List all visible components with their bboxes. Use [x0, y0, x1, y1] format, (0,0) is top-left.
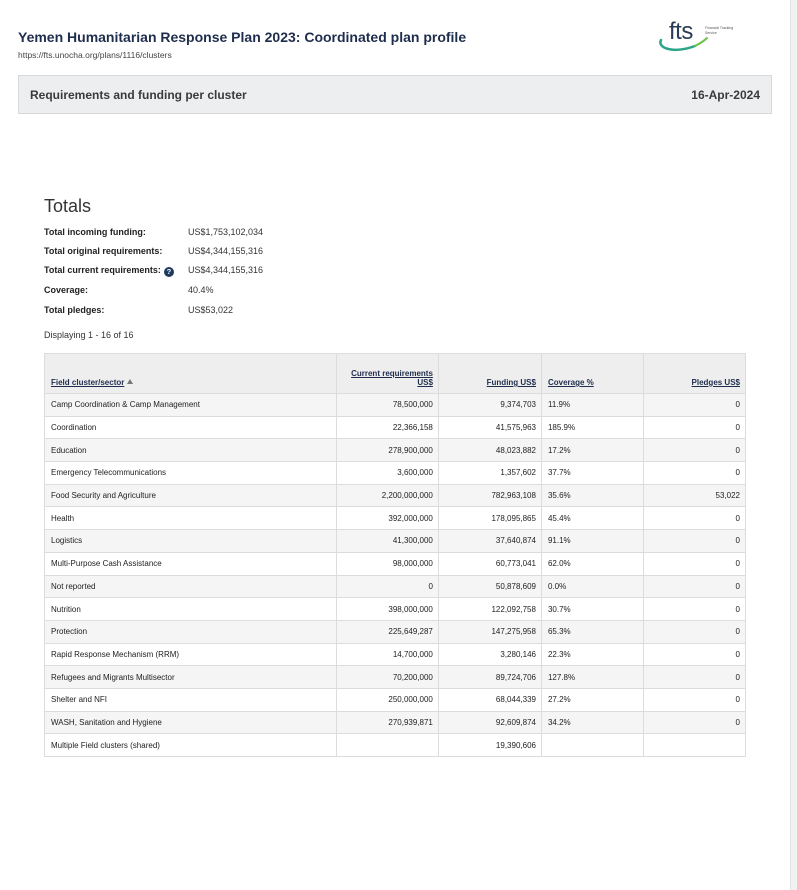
cluster-cell: WASH, Sanitation and Hygiene — [45, 711, 337, 734]
sort-ascending-icon — [127, 379, 133, 384]
coverage-cell: 45.4% — [541, 507, 643, 530]
funding-cell: 41,575,963 — [438, 416, 541, 439]
funding-cell: 19,390,606 — [438, 734, 541, 757]
pledges-cell — [643, 734, 745, 757]
coverage-cell: 62.0% — [541, 552, 643, 575]
total-value: US$53,022 — [188, 305, 234, 315]
pledges-cell: 0 — [643, 711, 745, 734]
pledges-cell: 0 — [643, 666, 745, 689]
total-label: Total pledges: — [44, 305, 105, 315]
requirements-cell: 3,600,000 — [336, 462, 438, 485]
requirements-header-line2: US$ — [417, 378, 433, 387]
coverage-cell: 37.7% — [541, 462, 643, 485]
cluster-cell: Emergency Telecommunications — [45, 462, 337, 485]
column-header-funding — [438, 354, 541, 394]
requirements-cell: 98,000,000 — [336, 552, 438, 575]
table-row — [45, 666, 746, 689]
table-row — [45, 711, 746, 734]
requirements-cell: 70,200,000 — [336, 666, 438, 689]
funding-cell: 782,963,108 — [438, 484, 541, 507]
funding-cell: 60,773,041 — [438, 552, 541, 575]
cluster-cell: Multiple Field clusters (shared) — [45, 734, 337, 757]
sort-coverage-link[interactable]: Coverage % — [547, 378, 594, 387]
column-header-cluster — [45, 354, 337, 394]
coverage-cell: 11.9% — [541, 394, 643, 417]
requirements-cell — [336, 734, 438, 757]
total-label: Total incoming funding: — [44, 227, 146, 237]
table-row — [45, 688, 746, 711]
total-value: 40.4% — [188, 285, 214, 295]
pledges-cell: 0 — [643, 507, 745, 530]
sort-funding-link[interactable]: Funding US$ — [486, 378, 536, 387]
logo-subtext: Financial Tracking Service — [705, 26, 734, 35]
sort-requirements-link[interactable] — [351, 369, 433, 387]
requirements-cell: 41,300,000 — [336, 530, 438, 553]
pledges-cell: 0 — [643, 416, 745, 439]
coverage-cell: 35.6% — [541, 484, 643, 507]
pledges-cell: 0 — [643, 462, 745, 485]
requirements-cell: 78,500,000 — [336, 394, 438, 417]
coverage-cell: 91.1% — [541, 530, 643, 553]
scrollbar-track[interactable] — [790, 0, 797, 890]
fts-logo — [655, 16, 745, 56]
funding-cell: 50,878,609 — [438, 575, 541, 598]
cluster-cell: Food Security and Agriculture — [45, 484, 337, 507]
pledges-cell: 0 — [643, 552, 745, 575]
funding-cell: 37,640,874 — [438, 530, 541, 553]
table-row — [45, 575, 746, 598]
funding-cell: 122,092,758 — [438, 598, 541, 621]
funding-cell: 9,374,703 — [438, 394, 541, 417]
table-row — [45, 416, 746, 439]
requirements-cell: 225,649,287 — [336, 620, 438, 643]
table-row — [45, 530, 746, 553]
pledges-cell: 0 — [643, 439, 745, 462]
requirements-cell: 14,700,000 — [336, 643, 438, 666]
banner-title: Requirements and funding per cluster — [30, 88, 247, 102]
coverage-cell: 27.2% — [541, 688, 643, 711]
cluster-cell: Not reported — [45, 575, 337, 598]
banner-date: 16-Apr-2024 — [691, 88, 760, 102]
table-row — [45, 394, 746, 417]
requirements-cell: 0 — [336, 575, 438, 598]
requirements-cell: 250,000,000 — [336, 688, 438, 711]
table-row — [45, 552, 746, 575]
page-url: https://fts.unocha.org/plans/1116/clusters — [18, 50, 172, 60]
total-label — [44, 265, 174, 277]
pledges-cell: 0 — [643, 620, 745, 643]
total-label-text: Total current requirements: — [44, 265, 161, 275]
total-value: US$4,344,155,316 — [188, 265, 264, 275]
requirements-cell: 22,366,158 — [336, 416, 438, 439]
requirements-cell: 392,000,000 — [336, 507, 438, 530]
section-banner — [18, 75, 772, 114]
table-row — [45, 439, 746, 462]
table-body — [45, 394, 746, 757]
table-row — [45, 620, 746, 643]
coverage-cell: 65.3% — [541, 620, 643, 643]
table-row — [45, 462, 746, 485]
funding-cell: 147,275,958 — [438, 620, 541, 643]
coverage-cell — [541, 734, 643, 757]
column-header-coverage — [541, 354, 643, 394]
total-label: Coverage: — [44, 285, 89, 295]
clusters-table — [44, 353, 746, 757]
coverage-cell: 0.0% — [541, 575, 643, 598]
table-row — [45, 734, 746, 757]
total-label: Total original requirements: — [44, 246, 163, 256]
help-icon[interactable]: ? — [164, 267, 174, 277]
sort-cluster-link[interactable]: Field cluster/sector — [51, 378, 125, 387]
funding-cell: 92,609,874 — [438, 711, 541, 734]
cluster-cell: Shelter and NFI — [45, 688, 337, 711]
totals-heading: Totals — [44, 196, 92, 216]
requirements-header-line1: Current requirements — [351, 369, 433, 378]
funding-cell: 89,724,706 — [438, 666, 541, 689]
coverage-cell: 17.2% — [541, 439, 643, 462]
funding-cell: 178,095,865 — [438, 507, 541, 530]
requirements-cell: 270,939,871 — [336, 711, 438, 734]
coverage-cell: 30.7% — [541, 598, 643, 621]
coverage-cell: 34.2% — [541, 711, 643, 734]
requirements-cell: 398,000,000 — [336, 598, 438, 621]
pledges-cell: 0 — [643, 530, 745, 553]
pledges-cell: 0 — [643, 394, 745, 417]
total-value: US$4,344,155,316 — [188, 246, 264, 256]
pagination-summary: Displaying 1 - 16 of 16 — [44, 330, 134, 340]
requirements-cell: 278,900,000 — [336, 439, 438, 462]
funding-cell: 48,023,882 — [438, 439, 541, 462]
sort-pledges-link[interactable]: Pledges US$ — [691, 378, 740, 387]
coverage-cell: 127.8% — [541, 666, 643, 689]
cluster-cell: Protection — [45, 620, 337, 643]
pledges-cell: 0 — [643, 598, 745, 621]
cluster-cell: Logistics — [45, 530, 337, 553]
pledges-cell: 53,022 — [643, 484, 745, 507]
pledges-cell: 0 — [643, 575, 745, 598]
table-row — [45, 643, 746, 666]
funding-cell: 68,044,339 — [438, 688, 541, 711]
cluster-cell: Coordination — [45, 416, 337, 439]
cluster-cell: Rapid Response Mechanism (RRM) — [45, 643, 337, 666]
column-header-pledges — [643, 354, 745, 394]
total-value: US$1,753,102,034 — [188, 227, 264, 237]
coverage-cell: 22.3% — [541, 643, 643, 666]
requirements-cell: 2,200,000,000 — [336, 484, 438, 507]
table-row — [45, 507, 746, 530]
cluster-cell: Multi-Purpose Cash Assistance — [45, 552, 337, 575]
cluster-cell: Camp Coordination & Camp Management — [45, 394, 337, 417]
coverage-cell: 185.9% — [541, 416, 643, 439]
funding-cell: 3,280,146 — [438, 643, 541, 666]
table-row — [45, 484, 746, 507]
page-title: Yemen Humanitarian Response Plan 2023: Coordinated plan profile — [18, 29, 467, 45]
pledges-cell: 0 — [643, 688, 745, 711]
cluster-cell: Health — [45, 507, 337, 530]
cluster-cell: Refugees and Migrants Multisector — [45, 666, 337, 689]
cluster-cell: Nutrition — [45, 598, 337, 621]
logo-text: fts — [669, 18, 693, 45]
column-header-requirements — [336, 354, 438, 394]
table-header-row — [45, 354, 746, 394]
cluster-cell: Education — [45, 439, 337, 462]
table-row — [45, 598, 746, 621]
funding-cell: 1,357,602 — [438, 462, 541, 485]
pledges-cell: 0 — [643, 643, 745, 666]
